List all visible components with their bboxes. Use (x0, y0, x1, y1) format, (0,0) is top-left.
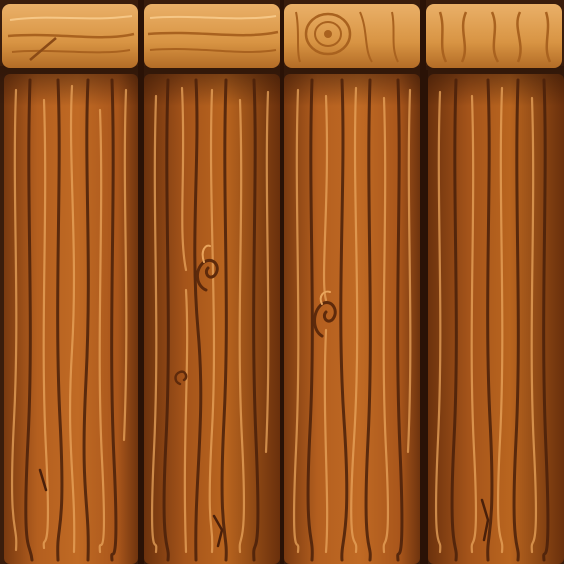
top-board-1 (2, 4, 138, 68)
top-board-2 (144, 4, 280, 68)
top-board-4 (426, 4, 562, 68)
top-board-3 (284, 4, 420, 68)
